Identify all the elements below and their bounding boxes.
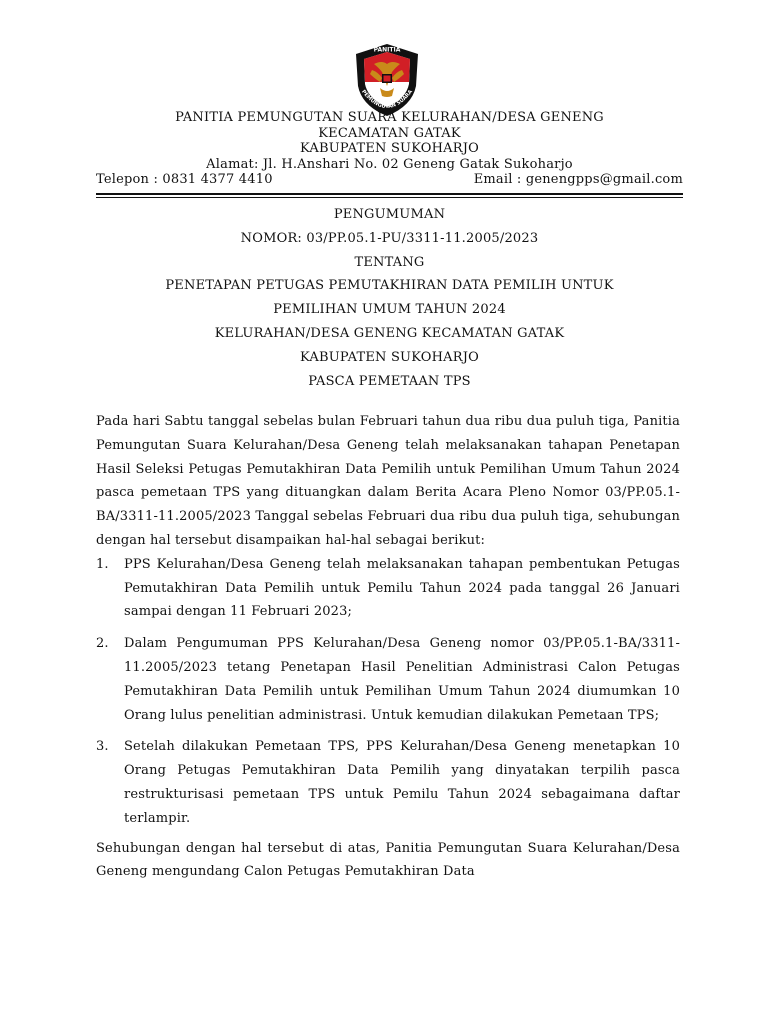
title-subject-2: PEMILIHAN UMUM TAHUN 2024 — [273, 302, 506, 318]
list-item-number: 3. — [96, 739, 109, 755]
points-list — [96, 553, 680, 831]
letterhead-phone: Telepon : 0831 4377 4410 — [96, 172, 273, 187]
title-subject-3: KELURAHAN/DESA GENENG KECAMATAN GATAK — [214, 325, 565, 341]
title-subject-1: PENETAPAN PETUGAS PEMUTAKHIRAN DATA PEMILIH UNTUK — [165, 278, 614, 294]
list-item-number: 2. — [96, 636, 109, 652]
list-item-text: PPS Kelurahan/Desa Geneng telah melaksanakan tahapan pembentukan Petugas Pemutakhiran Data Pemilih untuk Pemilu Tahun 2024 pada tanggal 26 Januari sampai dengan 11 Februari 2023; — [124, 556, 680, 620]
list-item-text: Setelah dilakukan Pemetaan TPS, PPS Kelurahan/Desa Geneng menetapkan 10 Orang Petugas Pemutakhiran Data Pemilih yang dinyatakan terpilih pasca restrukturisasi pemetaan TPS untuk Pemilu Tahun 2024 sebagaimana daftar terlampir. — [124, 739, 680, 826]
letterhead-line3: KABUPATEN SUKOHARJO — [299, 141, 480, 156]
list-item — [96, 632, 680, 727]
list-item — [96, 553, 680, 624]
title-heading: PENGUMUMAN — [333, 207, 446, 222]
title-number: NOMOR: 03/PP.05.1-PU/3311-11.2005/2023 — [240, 230, 539, 246]
title-subject-4: KABUPATEN SUKOHARJO — [299, 349, 480, 365]
letterhead-contact — [96, 172, 683, 188]
intro-paragraph: Pada hari Sabtu tanggal sebelas bulan Februari tahun dua ribu dua puluh tiga, Panitia Pemungutan Suara Kelurahan/Desa Geneng telah melaksanakan tahapan Penetapan Hasil Seleksi Petugas Pemutakhiran Data Pemilih untuk Pemilihan Umum Tahun 2024 pasca pemetaan TPS yang dituangkan dalam Berita Acara Pleno Nomor 03/PP.05.1-BA/3311-11.2005/2023 Tanggal sebelas Februari dua ribu dua puluh tiga, sehubungan dengan hal tersebut disampaikan hal-hal sebagai berikut: — [96, 414, 680, 548]
list-item — [96, 735, 680, 830]
announcement-body — [96, 410, 680, 884]
letterhead-email: Email : genengpps@gmail.com — [473, 172, 683, 187]
letterhead-line1: PANITIA PEMUNGUTAN SUARA KELURAHAN/DESA GENENG — [175, 110, 604, 125]
logo-top-text: PANITIA — [373, 46, 401, 54]
pps-logo — [352, 42, 422, 118]
list-item-number: 1. — [96, 556, 109, 572]
letterhead-line2: KECAMATAN GATAK — [318, 125, 461, 141]
title-subject-5: PASCA PEMETAAN TPS — [308, 373, 471, 389]
letterhead — [96, 110, 683, 188]
logo-bottom-text: PEMUNGUTAN SUARA — [360, 89, 414, 111]
announcement-title — [96, 203, 683, 393]
title-about: TENTANG — [354, 254, 425, 270]
letterhead-divider — [96, 193, 683, 198]
garuda-emblem-icon — [352, 42, 422, 118]
letterhead-address: Alamat: Jl. H.Anshari No. 02 Geneng Gatak Sukoharjo — [206, 156, 573, 172]
closing-paragraph: Sehubungan dengan hal tersebut di atas, Panitia Pemungutan Suara Kelurahan/Desa Geneng mengundang Calon Petugas Pemutakhiran Data — [96, 840, 680, 880]
list-item-text: Dalam Pengumuman PPS Kelurahan/Desa Geneng nomor 03/PP.05.1-BA/3311-11.2005/2023 tetang Penetapan Hasil Penelitian Administrasi Calon Petugas Pemutakhiran Data Pemilih untuk Pemilihan Umum Tahun 2024 diumumkan 10 Orang lulus penelitian administrasi. Untuk kemudian dilakukan Pemetaan TPS; — [124, 636, 680, 723]
